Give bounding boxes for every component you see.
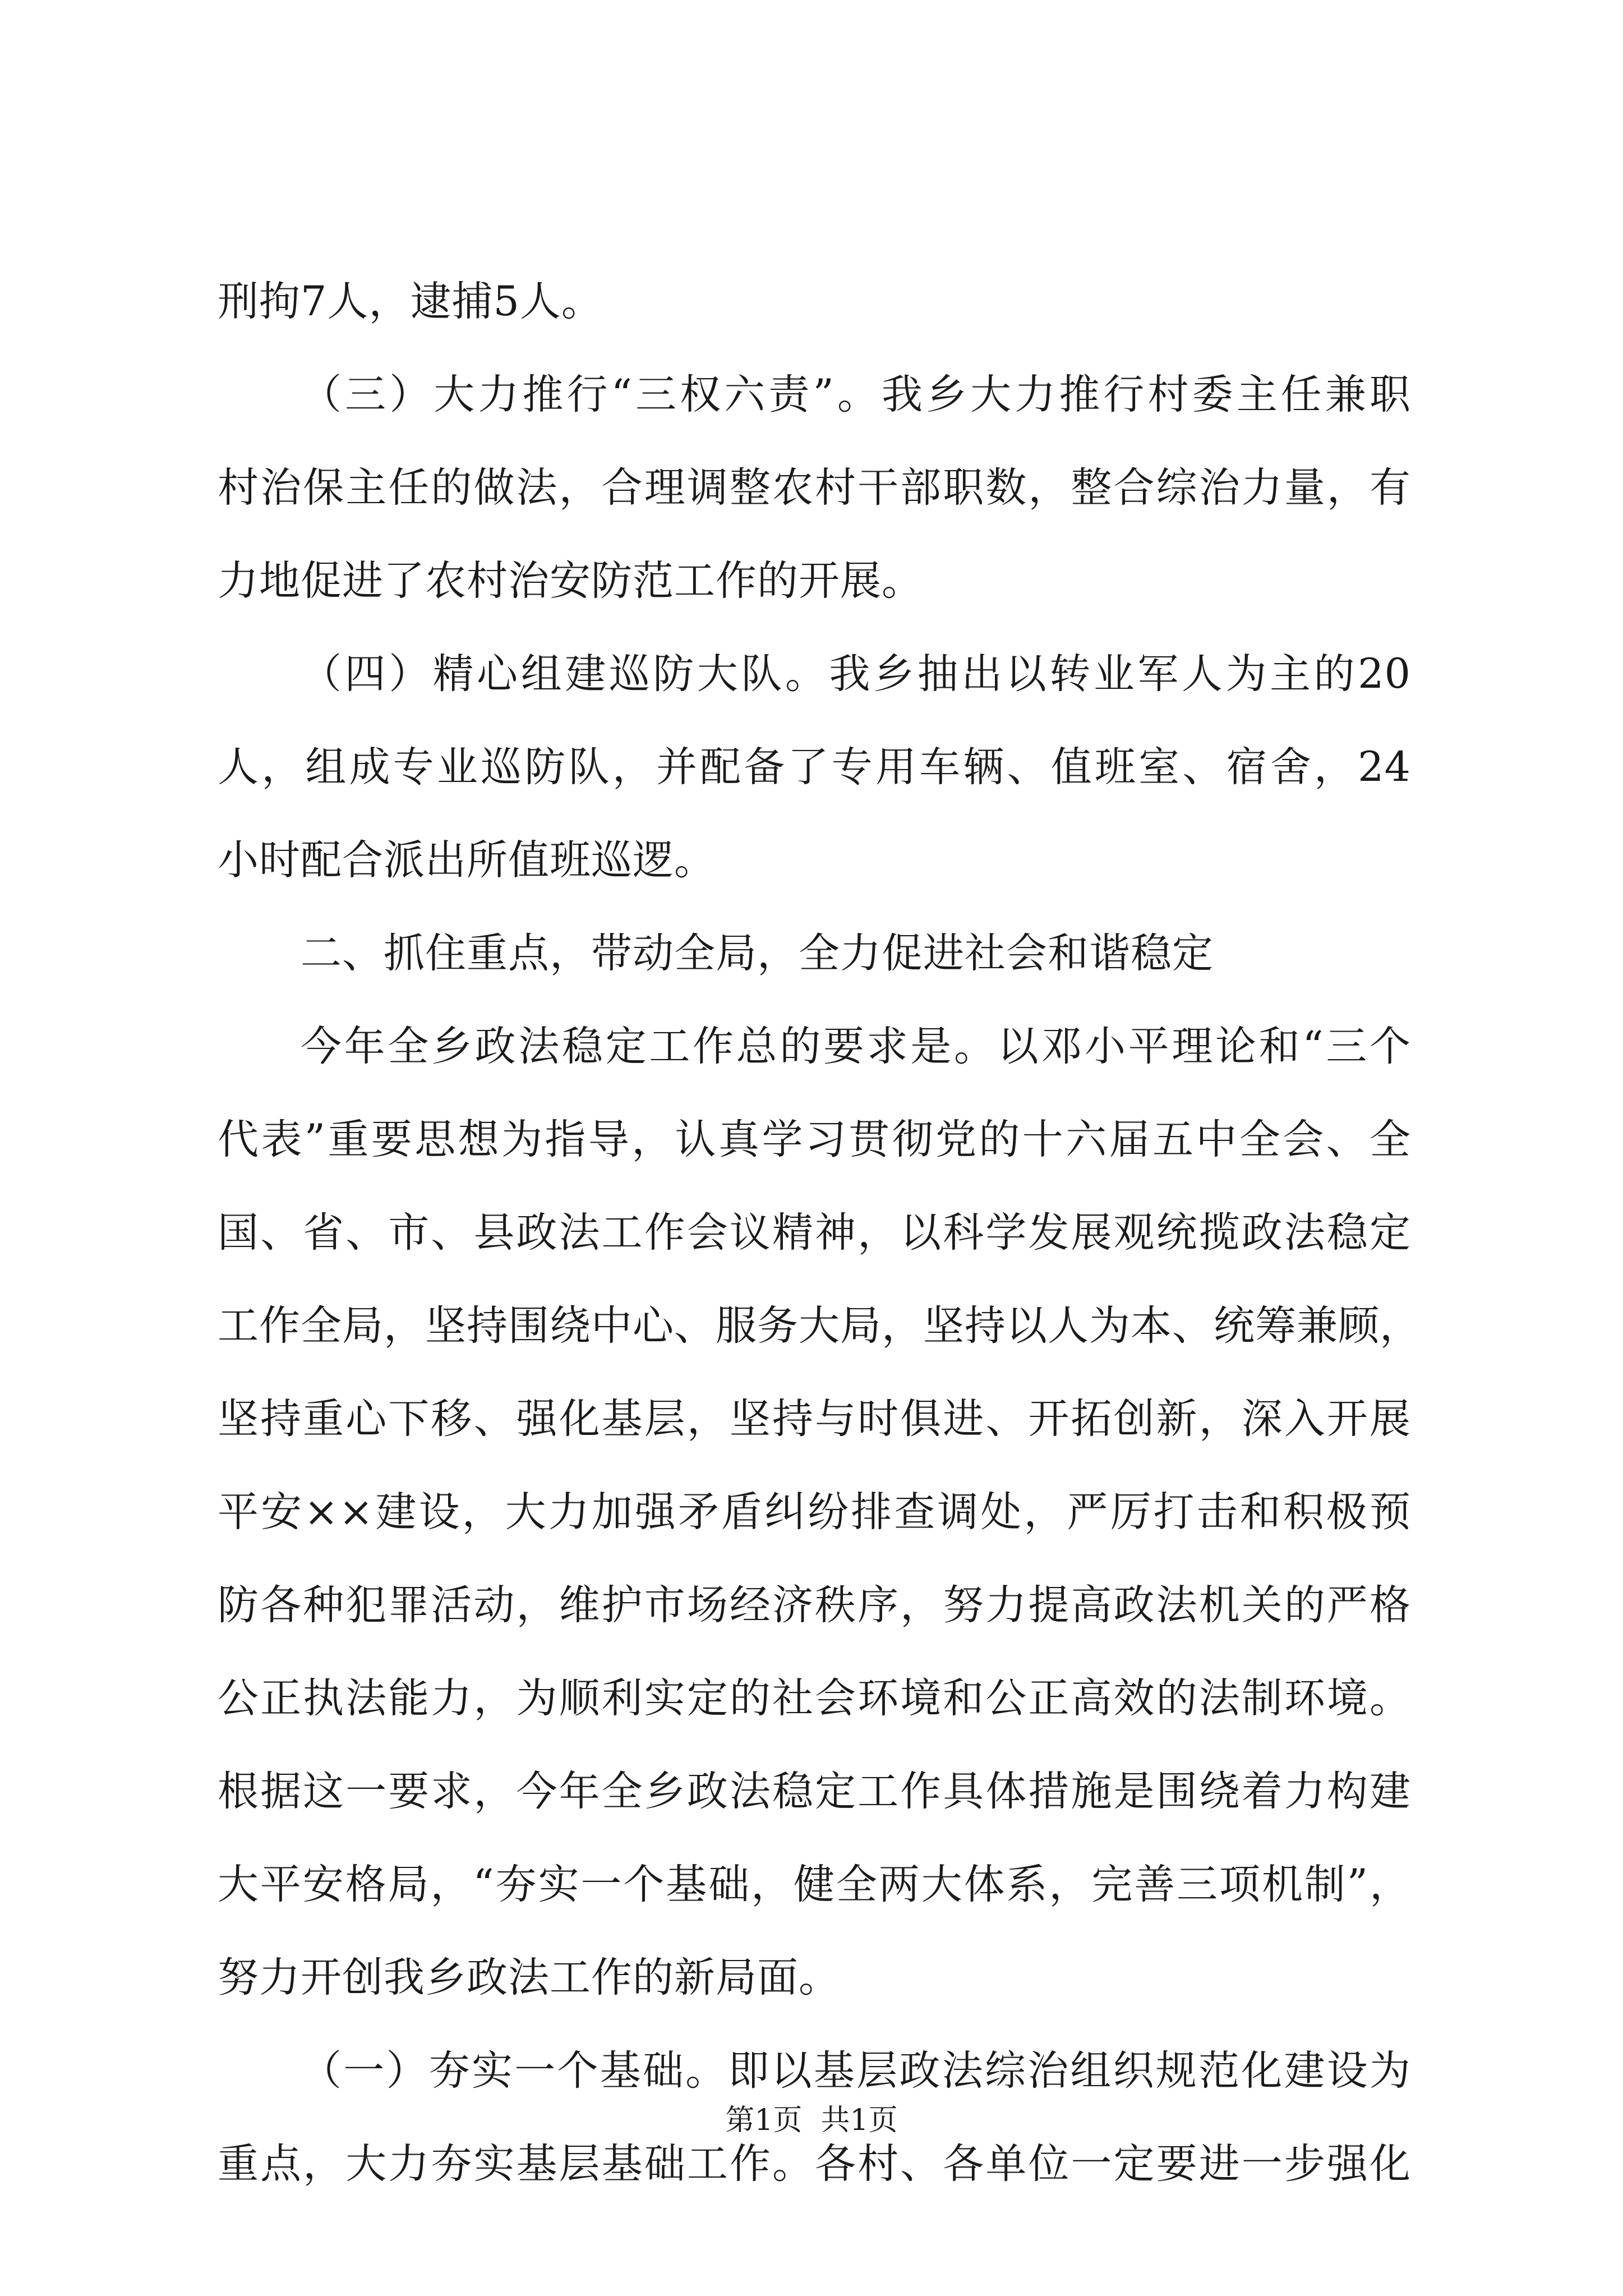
text-line: 代表”重要思想为指导，认真学习贯彻党的十六届五中全会、全 <box>218 1116 1411 1163</box>
text-line: 重点，大力夯实基层基础工作。各村、各单位一定要进一步强化 <box>218 2140 1411 2188</box>
text-line: 平安××建设，大力加强矛盾纠纷排查调处，严厉打击和积极预 <box>218 1488 1411 1536</box>
text-line: 小时配合派出所值班巡逻。 <box>218 836 716 884</box>
text-line: （四）精心组建巡防大队。我乡抽出以转业军人为主的20 <box>301 650 1411 698</box>
page-number-label: 第1页 共1页 <box>725 2104 898 2137</box>
text-line: 工作全局，坚持围绕中心、服务大局，坚持以人为本、统筹兼顾， <box>218 1302 1421 1350</box>
text-line: 人，组成专业巡防队，并配备了专用车辆、值班室、宿舍，24 <box>218 743 1411 791</box>
text-line: （一）夯实一个基础。即以基层政法综治组织规范化建设为 <box>301 2047 1411 2095</box>
page-footer <box>0 2101 1623 2140</box>
text-line: （三）大力推行“三权六责”。我乡大力推行村委主任兼职 <box>301 371 1411 418</box>
text-line: 刑拘7人，逮捕5人。 <box>218 278 603 325</box>
text-line: 村治保主任的做法，合理调整农村干部职数，整合综治力量，有 <box>218 464 1411 512</box>
text-line: 公正执法能力，为顺利实定的社会环境和公正高效的法制环境。 <box>218 1674 1411 1722</box>
text-line: 力地促进了农村治安防范工作的开展。 <box>218 557 923 605</box>
text-line: 大平安格局，“夯实一个基础，健全两大体系，完善三项机制”， <box>218 1861 1411 1908</box>
document-body <box>218 255 1421 2211</box>
text-line: 今年全乡政法稳定工作总的要求是。以邓小平理论和“三个 <box>301 1023 1411 1070</box>
section-heading: 二、抓住重点，带动全局，全力促进社会和谐稳定 <box>301 930 1214 977</box>
text-line: 根据这一要求，今年全乡政法稳定工作具体措施是围绕着力构建 <box>218 1768 1411 1815</box>
text-line: 坚持重心下移、强化基层，坚持与时俱进、开拓创新，深入开展 <box>218 1395 1411 1443</box>
text-line: 防各种犯罪活动，维护市场经济秩序，努力提高政法机关的严格 <box>218 1581 1411 1629</box>
text-line: 努力开创我乡政法工作的新局面。 <box>218 1954 840 2001</box>
text-line: 国、省、市、县政法工作会议精神，以科学发展观统揽政法稳定 <box>218 1209 1411 1257</box>
